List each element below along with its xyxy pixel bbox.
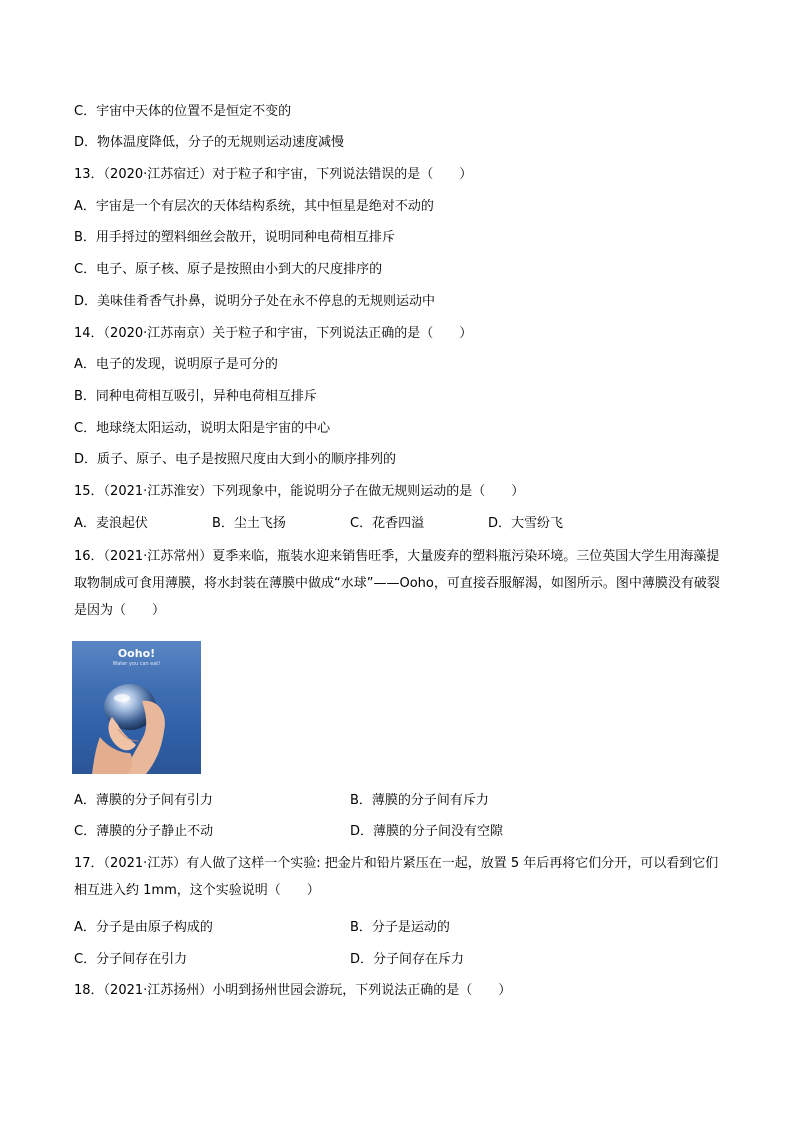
figure-subtitle: Water you can eat! (112, 661, 161, 667)
q14-option-c: C．地球绕太阳运动，说明太阳是宇宙的中心 (74, 421, 331, 436)
question-13: 13．（2020·江苏宿迁）对于粒子和宇宙，下列说法错误的是（ ） (74, 167, 473, 182)
option-c: C．宇宙中天体的位置不是恒定不变的 (74, 104, 292, 119)
q13-option-a: A．宇宙是一个有层次的天体结构系统，其中恒星是绝对不动的 (74, 199, 434, 214)
q17-option-a: A．分子是由原子构成的 (74, 920, 213, 935)
q13-option-d: D．美味佳肴香气扑鼻，说明分子处在永不停息的无规则运动中 (74, 294, 436, 309)
q14-option-d: D．质子、原子、电子是按照尺度由大到小的顺序排列的 (74, 452, 397, 467)
question-15: 15．（2021·江苏淮安）下列现象中，能说明分子在做无规则运动的是（ ） (74, 484, 525, 499)
q14-option-a: A．电子的发现，说明原子是可分的 (74, 357, 278, 372)
q17-option-c: C．分子间存在引力 (74, 952, 188, 967)
question-18: 18．（2021·江苏扬州）小明到扬州世园会游玩，下列说法正确的是（ ） (74, 983, 512, 998)
q17-option-b: B．分子是运动的 (350, 920, 450, 935)
q16-option-a: A．薄膜的分子间有引力 (74, 793, 213, 808)
question-16: 16．（2021·江苏常州）夏季来临，瓶装水迎来销售旺季，大量废弃的塑料瓶污染环境。三位英国大学生用海藻提取物制成可食用薄膜，将水封装在薄膜中做成“水球”——Ooho，可直接吞服解渴，如图所示。图中薄膜没有破裂是因为（ ） (74, 549, 720, 618)
q15-option-a: A．麦浪起伏 (74, 516, 148, 531)
option-d: D．物体温度降低，分子的无规则运动速度减慢 (74, 135, 345, 150)
q15-option-c: C．花香四溢 (350, 516, 425, 531)
q16-option-c: C．薄膜的分子静止不动 (74, 824, 214, 839)
figure-title: Ooho! (117, 647, 156, 660)
q15-option-b: B．尘土飞扬 (212, 516, 286, 531)
q16-option-d: D．薄膜的分子间没有空隙 (350, 824, 504, 839)
q13-option-b: B．用手捋过的塑料细丝会散开，说明同种电荷相互排斥 (74, 230, 395, 245)
q15-option-d: D．大雪纷飞 (488, 516, 564, 531)
q16-option-b: B．薄膜的分子间有斥力 (350, 793, 489, 808)
question-14: 14．（2020·江苏南京）关于粒子和宇宙，下列说法正确的是（ ） (74, 326, 473, 341)
q13-option-c: C．电子、原子核、原子是按照由小到大的尺度排序的 (74, 262, 383, 277)
ooho-water-ball-image (72, 641, 201, 774)
q14-option-b: B．同种电荷相互吸引，异种电荷相互排斥 (74, 389, 317, 404)
question-17: 17．（2021·江苏）有人做了这样一个实验: 把金片和铅片紧压在一起，放置 5 年后再将它们分开，可以看到它们相互进入约 1mm，这个实验说明（ ） (74, 856, 719, 898)
q17-option-d: D．分子间存在斥力 (350, 952, 465, 967)
hand-holding-ball-illustration (72, 641, 201, 774)
